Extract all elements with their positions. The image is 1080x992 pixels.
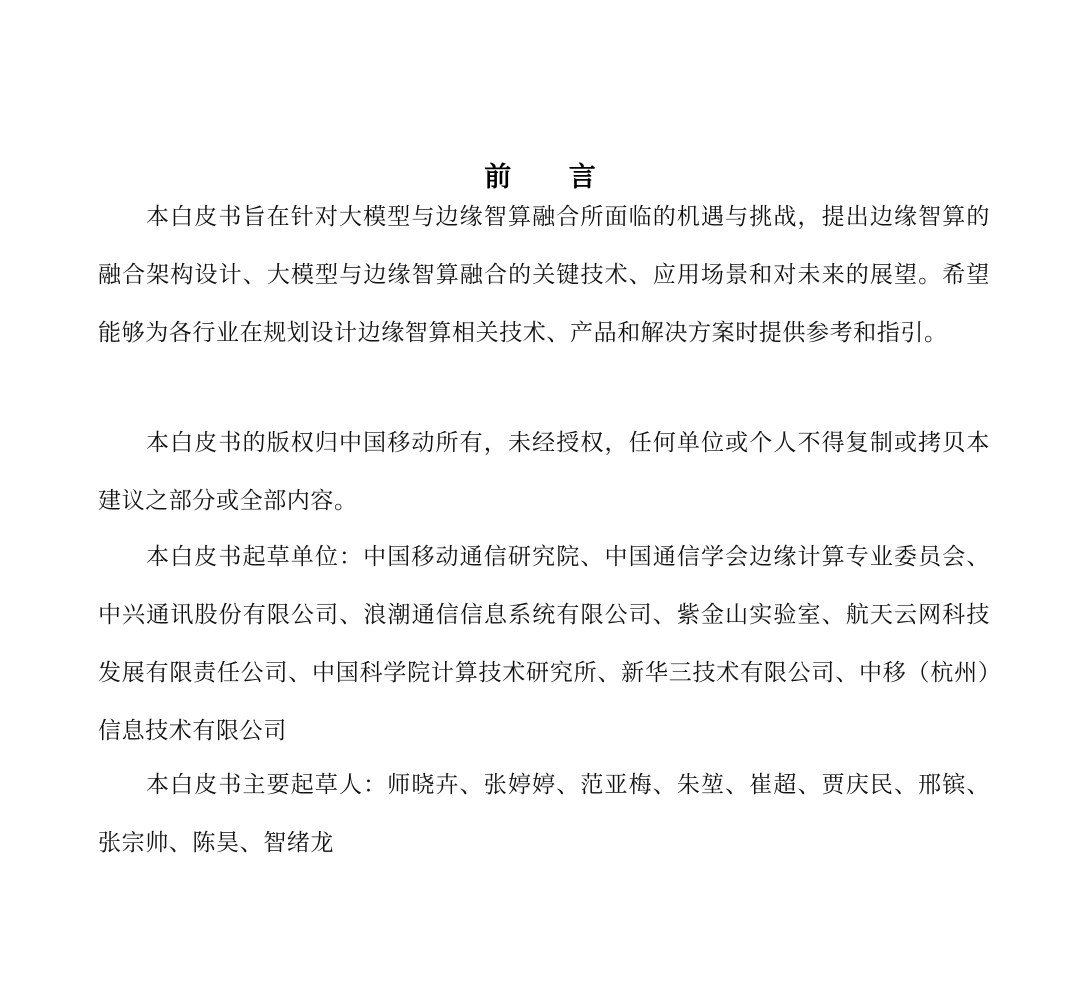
intro-paragraph: 本白皮书旨在针对大模型与边缘智算融合所面临的机遇与挑战，提出边缘智算的融合架构设计、大模型与边缘智算融合的关键技术、应用场景和对未来的展望。希望能够为各行业在规划设计边缘智算相关技术、产品和解决方案时提供参考和指引。 xyxy=(98,204,990,346)
copyright-paragraph: 本白皮书的版权归中国移动所有，未经授权，任何单位或个人不得复制或拷贝本建议之部分或全部内容。 xyxy=(98,430,990,514)
drafting-units-paragraph: 本白皮书起草单位：中国移动通信研究院、中国通信学会边缘计算专业委员会、中兴通讯股份有限公司、浪潮通信信息系统有限公司、紫金山实验室、航天云网科技发展有限责任公司、中国科学院计算技术研究所、新华三技术有限公司、中移（杭州）信息技术有限公司 xyxy=(98,544,990,744)
drafters-paragraph: 本白皮书主要起草人：师晓卉、张婷婷、范亚梅、朱堃、崔超、贾庆民、邢镔、张宗帅、陈昊、智绪龙 xyxy=(98,772,990,856)
page-title: 前 言 xyxy=(484,162,620,194)
